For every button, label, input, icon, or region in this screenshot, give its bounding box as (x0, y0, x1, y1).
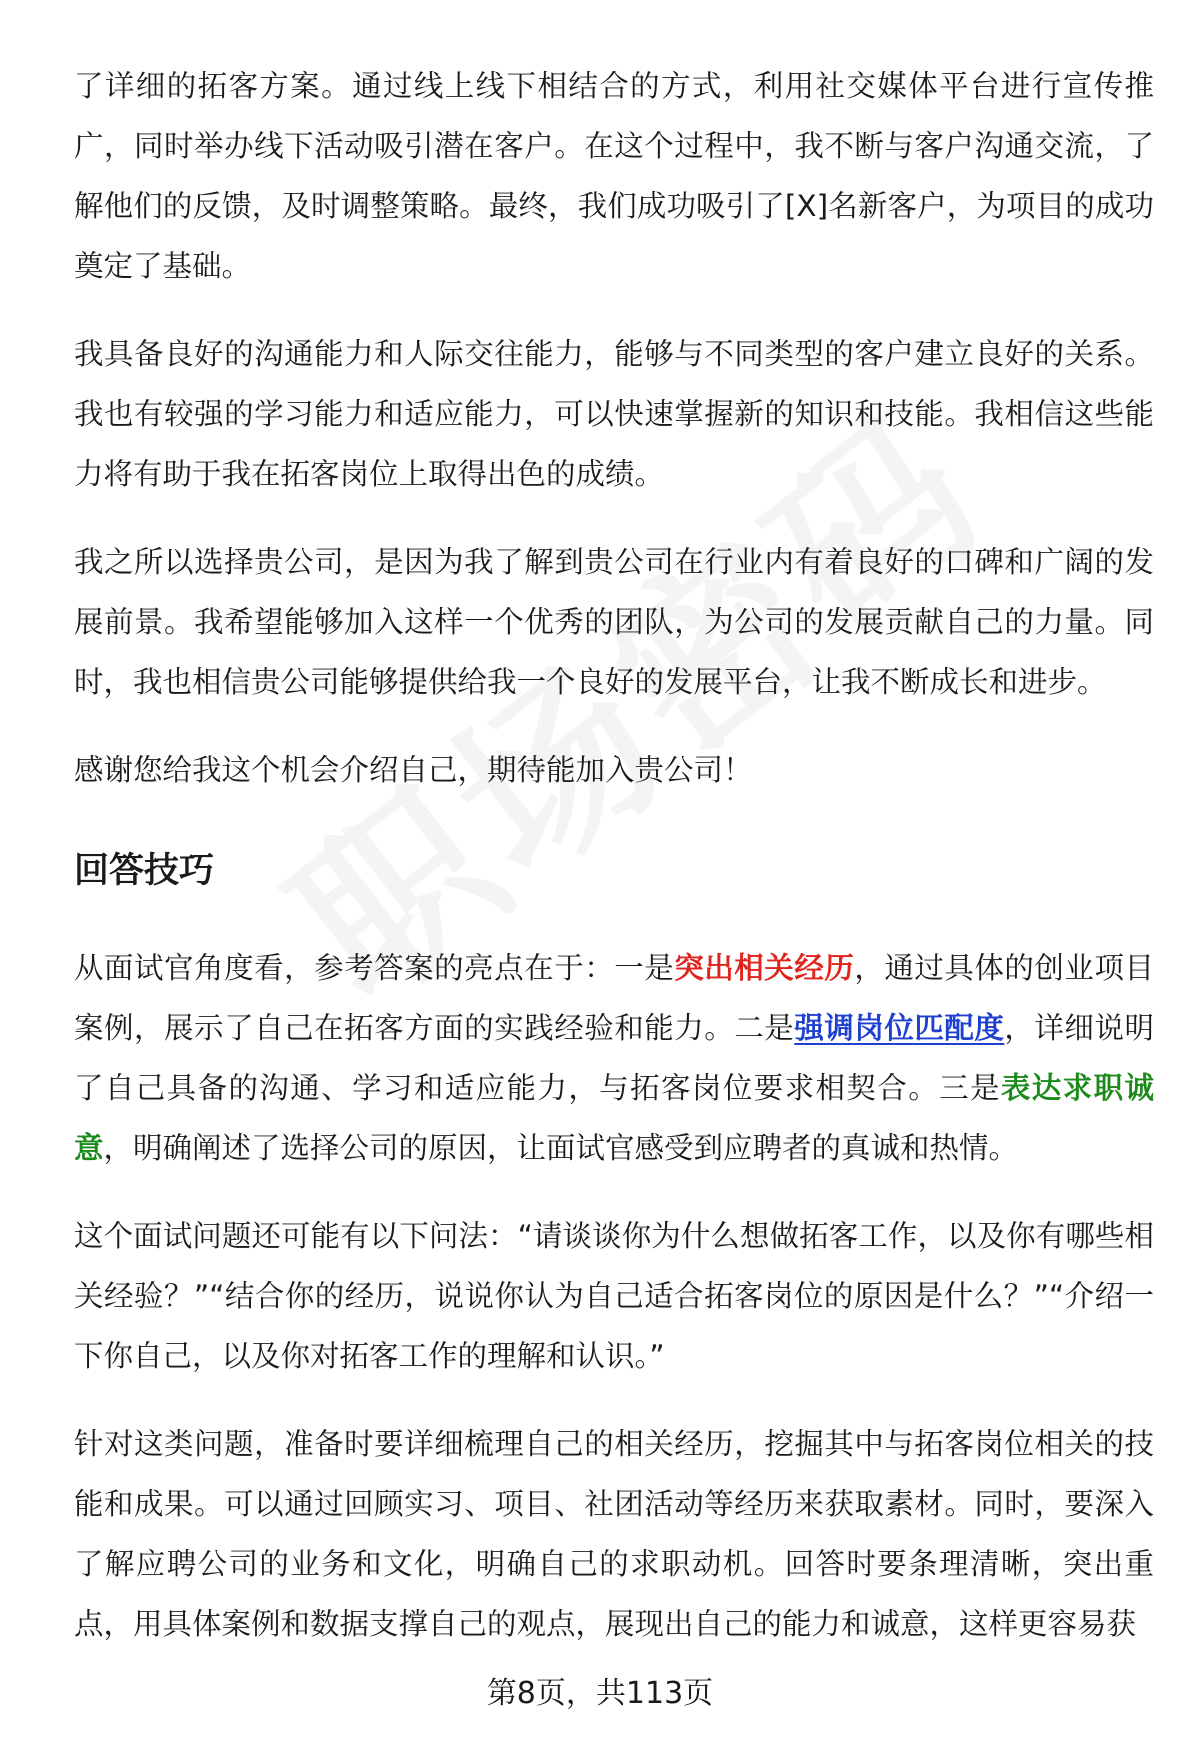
paragraph: 我之所以选择贵公司，是因为我了解到贵公司在行业内有着良好的口碑和广阔的发展前景。我希望能够加入这样一个优秀的团队，为公司的发展贡献自己的力量。同时，我也相信贵公司能够提供给我一个良好的发展平台，让我不断成长和进步。 (74, 545, 1154, 699)
highlight-sincerity: 表达求职诚意 (74, 1071, 1154, 1165)
paragraph: 针对这类问题，准备时要详细梳理自己的相关经历，挖掘其中与拓客岗位相关的技能和成果。可以通过回顾实习、项目、社团活动等经历来获取素材。同时，要深入了解应聘公司的业务和文化，明确自己的求职动机。回答时要条理清晰，突出重点，用具体案例和数据支撑自己的观点，展现出自己的能力和诚意，这样更容易获 (74, 1427, 1154, 1641)
paragraph: 这个面试问题还可能有以下问法：“请谈谈你为什么想做拓客工作，以及你有哪些相关经验？”“结合你的经历，说说你认为自己适合拓客岗位的原因是什么？”“介绍一下你自己，以及你对拓客工作的理解和认识。” (74, 1219, 1154, 1373)
page-number: 第8页，共113页 (486, 1676, 714, 1711)
tips-text: ，详细说明了自己具备的沟通、学习和适应能力，与拓客岗位要求相契合。三是 (74, 1011, 1154, 1105)
paragraph: 了详细的拓客方案。通过线上线下相结合的方式，利用社交媒体平台进行宣传推广，同时举办线下活动吸引潜在客户。在这个过程中，我不断与客户沟通交流，了解他们的反馈，及时调整策略。最终，我们成功吸引了[X]名新客户，为项目的成功奠定了基础。 (74, 69, 1154, 283)
paragraph: 感谢您给我这个机会介绍自己，期待能加入贵公司！ (74, 753, 753, 787)
tips-text: 从面试官角度看，参考答案的亮点在于：一是 (74, 951, 675, 985)
document-body (74, 56, 1154, 1682)
paragraph: 我具备良好的沟通能力和人际交往能力，能够与不同类型的客户建立良好的关系。我也有较强的学习能力和适应能力，可以快速掌握新的知识和技能。我相信这些能力将有助于我在拓客岗位上取得出色的成绩。 (74, 337, 1154, 491)
highlight-relevant-experience: 突出相关经历 (674, 951, 855, 985)
tips-paragraph (74, 938, 1154, 1178)
tips-text: ，明确阐述了选择公司的原因，让面试官感受到应聘者的真诚和热情。 (103, 1131, 1019, 1165)
highlight-job-match: 强调岗位匹配度 (794, 1011, 1005, 1045)
tips-text: ，通过具体的创业项目案例，展示了自己在拓客方面的实践经验和能力。二是 (74, 951, 1154, 1045)
section-heading: 回答技巧 (74, 851, 215, 891)
